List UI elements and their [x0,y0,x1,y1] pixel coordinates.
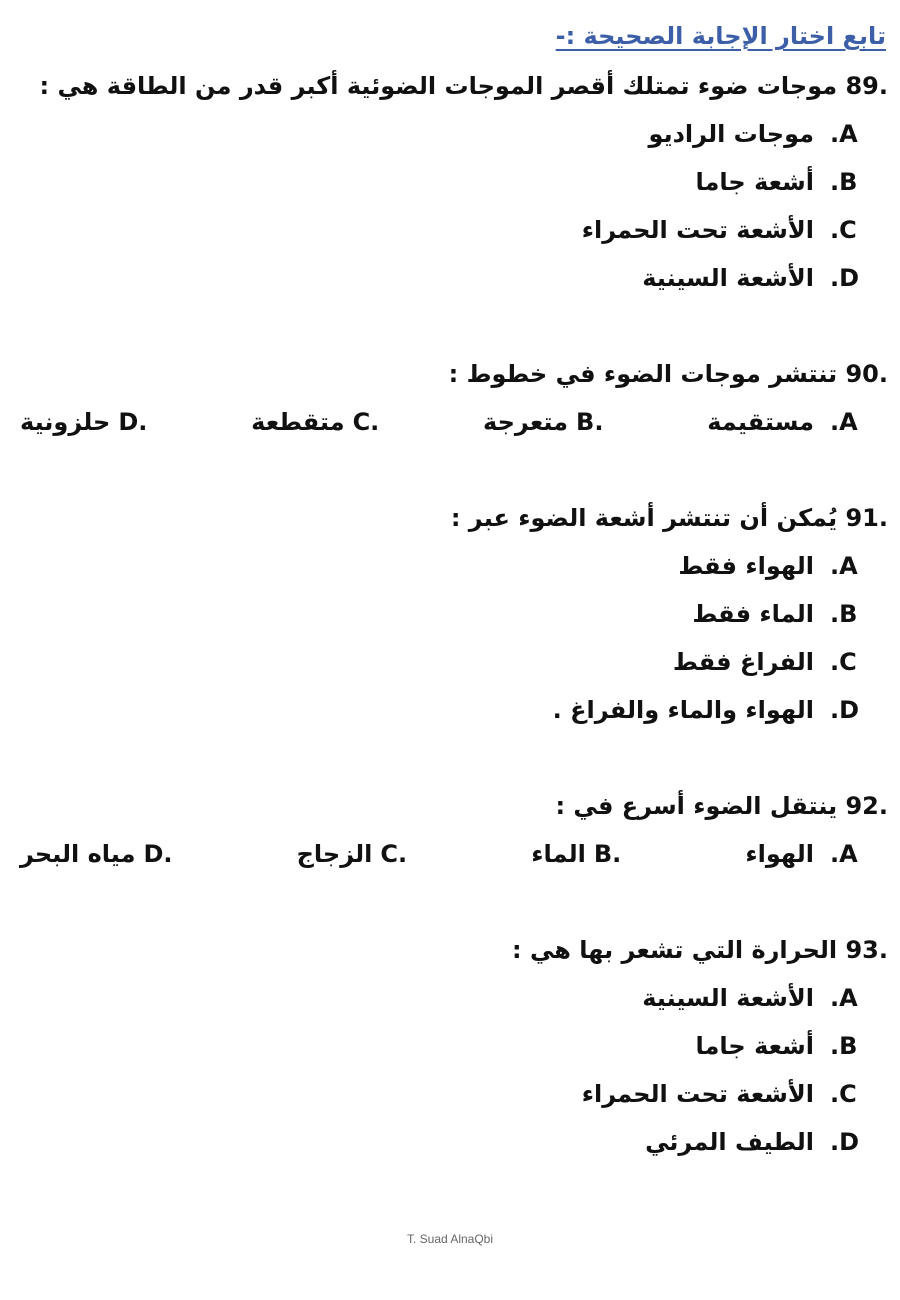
option-90-b[interactable] [483,408,603,436]
question-text: الحرارة التي تشعر بها هي : [512,936,838,964]
question-number: 90. [845,360,888,388]
option-letter: B. [576,408,604,436]
option-91-b[interactable] [692,600,888,628]
option-letter: .A [830,552,858,580]
question-number: 89. [845,72,888,100]
option-letter: C. [352,408,380,436]
options-row-90 [20,408,888,436]
question-text: يُمكن أن تنتشر أشعة الضوء عبر : [450,504,838,532]
question-number: 93. [845,936,888,964]
question-number: 91. [845,504,888,532]
option-text: مياه البحر [20,840,136,868]
option-letter: C. [380,840,408,868]
option-text: الطيف المرئي [645,1128,814,1156]
option-text: الهواء فقط [678,552,814,580]
option-92-c[interactable] [297,840,408,868]
question-89 [40,72,888,100]
option-letter: B. [593,840,622,868]
option-letter: .A [830,408,858,436]
option-text: مستقيمة [707,408,814,436]
option-letter: .D [830,696,860,724]
option-text: أشعة جاما [695,168,814,196]
option-91-a[interactable] [678,552,888,580]
option-text: الماء فقط [692,600,814,628]
option-91-d[interactable] [553,696,888,724]
question-92 [555,792,888,820]
option-92-a[interactable] [745,840,888,868]
option-93-a[interactable] [642,984,888,1012]
option-89-a[interactable] [649,120,888,148]
footer-author: T. Suad AlnaQbi [406,1232,494,1246]
option-letter: .A [830,984,858,1012]
option-92-d[interactable] [20,840,173,868]
option-text: الأشعة تحت الحمراء [581,216,814,244]
option-text: موجات الراديو [648,120,814,148]
option-text: متعرجة [483,408,569,436]
option-letter: .C [830,1080,857,1108]
option-letter: D. [118,408,148,436]
option-text: أشعة جاما [695,1032,814,1060]
section-heading: تابع اختار الإجابة الصحيحة :- [555,22,886,50]
option-letter: .C [830,216,857,244]
option-text: الزجاج [296,840,373,868]
options-row-92 [20,840,888,868]
question-90 [449,360,888,388]
option-93-c[interactable] [582,1080,888,1108]
option-text: الفراغ فقط [672,648,814,676]
option-93-b[interactable] [696,1032,888,1060]
option-89-d[interactable] [642,264,888,292]
option-90-a[interactable] [707,408,888,436]
option-letter: .D [830,1128,860,1156]
option-text: الأشعة السينية [642,264,814,292]
option-92-b[interactable] [531,840,621,868]
option-89-b[interactable] [696,168,888,196]
option-90-d[interactable] [20,408,147,436]
option-93-d[interactable] [645,1128,888,1156]
option-89-c[interactable] [582,216,888,244]
question-text: ينتقل الضوء أسرع في : [555,792,838,820]
option-letter: .B [830,600,858,628]
question-93 [512,936,888,964]
question-91 [451,504,888,532]
option-letter: .D [830,264,860,292]
question-text: تنتشر موجات الضوء في خطوط : [448,360,838,388]
option-letter: .B [830,168,858,196]
question-number: 92. [845,792,888,820]
option-90-c[interactable] [251,408,379,436]
option-text: الهواء [745,840,814,868]
option-text: حلزونية [20,408,111,436]
question-text: موجات ضوء تمتلك أقصر الموجات الضوئية أكبر قدر من الطاقة هي : [39,72,838,100]
option-text: الأشعة تحت الحمراء [581,1080,814,1108]
option-letter: .C [830,648,857,676]
option-text: الماء [531,840,586,868]
option-letter: .A [830,840,858,868]
option-letter: D. [143,840,173,868]
option-91-c[interactable] [673,648,888,676]
option-text: الأشعة السينية [642,984,814,1012]
option-text: الهواء والماء والفراغ . [552,696,814,724]
option-text: متقطعة [251,408,345,436]
option-letter: .B [830,1032,858,1060]
option-letter: .A [830,120,858,148]
